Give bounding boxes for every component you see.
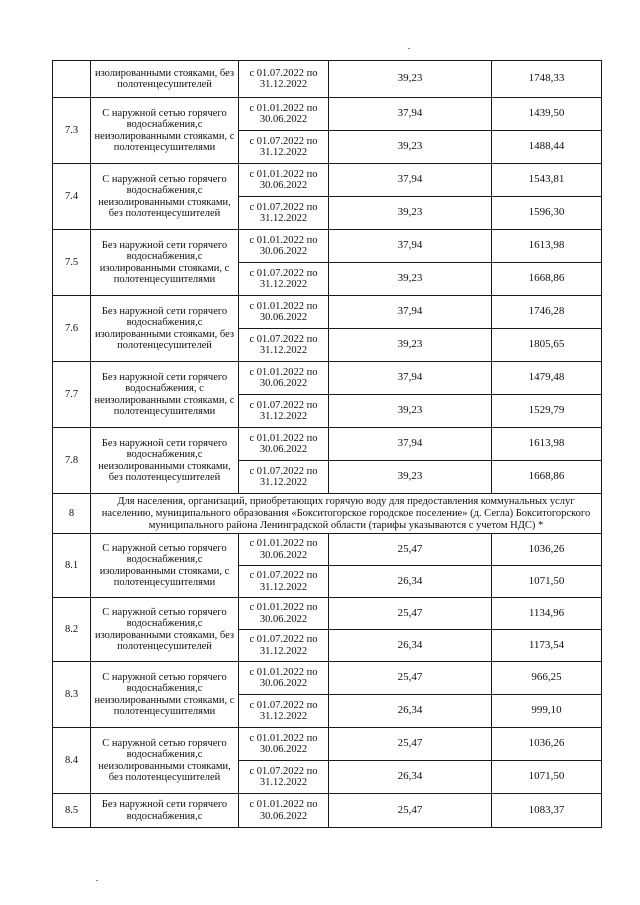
row-number-cell: 8.3 [53,662,91,728]
scan-speck [96,880,98,881]
section-header-row [53,494,602,534]
period-cell: с 01.07.2022 по 31.12.2022 [239,197,329,230]
value2-cell: 1805,65 [492,329,602,362]
period-cell: с 01.01.2022 по 30.06.2022 [239,362,329,395]
row-number-cell: 8.1 [53,534,91,598]
value1-cell: 37,94 [329,362,492,395]
value2-cell: 1596,30 [492,197,602,230]
description-cell: С наружной сетью горячего водоснабжения,с изолированными стояками, с полотенцесушителями [91,534,239,598]
value2-cell: 966,25 [492,662,602,695]
value1-cell: 25,47 [329,794,492,828]
description-cell: Без наружной сети горячего водоснабжения, с неизолированными стояками, с полотенцесушителями [91,362,239,428]
row-number-cell: 7.4 [53,164,91,230]
period-cell: с 01.01.2022 по 30.06.2022 [239,794,329,828]
period-cell: с 01.01.2022 по 30.06.2022 [239,164,329,197]
period-cell: с 01.07.2022 по 31.12.2022 [239,395,329,428]
section-header-cell: Для населения, организаций, приобретающих горячую воду для предоставления коммунальных услуг населению, муниципального образования «Бокситогорское городское поселение» (д. Сегла) Бокситогорского муниципального района Ленинградской области (тарифы указываются с учетом НДС) * [91,494,602,534]
value2-cell: 1134,96 [492,598,602,630]
period-cell: с 01.01.2022 по 30.06.2022 [239,296,329,329]
value1-cell: 37,94 [329,296,492,329]
value1-cell: 25,47 [329,598,492,630]
period-cell: с 01.07.2022 по 31.12.2022 [239,461,329,494]
value2-cell: 999,10 [492,695,602,728]
value1-cell: 39,23 [329,197,492,230]
table-row [53,230,602,263]
value1-cell: 39,23 [329,461,492,494]
value2-cell: 1543,81 [492,164,602,197]
value1-cell: 37,94 [329,98,492,131]
value2-cell: 1746,28 [492,296,602,329]
value1-cell: 39,23 [329,263,492,296]
value2-cell: 1439,50 [492,98,602,131]
period-cell: с 01.01.2022 по 30.06.2022 [239,428,329,461]
value2-cell: 1036,26 [492,534,602,566]
value2-cell: 1613,98 [492,428,602,461]
table-row [53,164,602,197]
period-cell: с 01.07.2022 по 31.12.2022 [239,566,329,598]
scan-speck [408,48,410,49]
value1-cell: 26,34 [329,761,492,794]
row-number-cell [53,61,91,98]
table-row [53,662,602,695]
row-number-cell: 7.8 [53,428,91,494]
value2-cell: 1529,79 [492,395,602,428]
description-cell: Без наружной сети горячего водоснабжения,с неизолированными стояками, без полотенцесушителей [91,428,239,494]
tariff-table-body [53,61,602,828]
period-cell: с 01.07.2022 по 31.12.2022 [239,263,329,296]
description-cell: С наружной сетью горячего водоснабжения,с неизолированными стояками, с полотенцесушителями [91,662,239,728]
value1-cell: 39,23 [329,61,492,98]
value1-cell: 37,94 [329,230,492,263]
row-number-cell: 7.5 [53,230,91,296]
value2-cell: 1668,86 [492,461,602,494]
period-cell: с 01.07.2022 по 31.12.2022 [239,61,329,98]
description-cell: С наружной сетью горячего водоснабжения,с неизолированными стояками, без полотенцесушителей [91,164,239,230]
value1-cell: 26,34 [329,630,492,662]
table-row [53,794,602,828]
period-cell: с 01.01.2022 по 30.06.2022 [239,98,329,131]
table-row [53,296,602,329]
table-row [53,428,602,461]
row-number-cell: 7.6 [53,296,91,362]
table-row [53,98,602,131]
table-row [53,728,602,761]
row-number-cell: 7.3 [53,98,91,164]
row-number-cell: 8.2 [53,598,91,662]
period-cell: с 01.01.2022 по 30.06.2022 [239,598,329,630]
value2-cell: 1748,33 [492,61,602,98]
value1-cell: 26,34 [329,566,492,598]
period-cell: с 01.01.2022 по 30.06.2022 [239,728,329,761]
value2-cell: 1488,44 [492,131,602,164]
description-cell: С наружной сетью горячего водоснабжения,с неизолированными стояками, без полотенцесушителей [91,728,239,794]
value2-cell: 1668,86 [492,263,602,296]
row-number-cell: 7.7 [53,362,91,428]
value2-cell: 1173,54 [492,630,602,662]
period-cell: с 01.01.2022 по 30.06.2022 [239,534,329,566]
value2-cell: 1036,26 [492,728,602,761]
value1-cell: 37,94 [329,164,492,197]
value1-cell: 25,47 [329,662,492,695]
value2-cell: 1071,50 [492,761,602,794]
row-number-cell: 8.4 [53,728,91,794]
value1-cell: 39,23 [329,395,492,428]
description-cell: С наружной сетью горячего водоснабжения,с изолированными стояками, без полотенцесушителей [91,598,239,662]
period-cell: с 01.01.2022 по 30.06.2022 [239,230,329,263]
description-cell: Без наружной сети горячего водоснабжения,с изолированными стояками, с полотенцесушителями [91,230,239,296]
description-cell: изолированными стояками, без полотенцесушителей [91,61,239,98]
table-row [53,362,602,395]
table-row [53,598,602,630]
table-row [53,61,602,98]
value2-cell: 1613,98 [492,230,602,263]
table-row [53,534,602,566]
description-cell: С наружной сетью горячего водоснабжения,с неизолированными стояками, с полотенцесушителями [91,98,239,164]
section-number-cell: 8 [53,494,91,534]
value1-cell: 39,23 [329,131,492,164]
period-cell: с 01.01.2022 по 30.06.2022 [239,662,329,695]
value1-cell: 26,34 [329,695,492,728]
description-cell: Без наружной сети горячего водоснабжения,с [91,794,239,828]
description-cell: Без наружной сети горячего водоснабжения,с изолированными стояками, без полотенцесушителей [91,296,239,362]
value1-cell: 25,47 [329,534,492,566]
value2-cell: 1479,48 [492,362,602,395]
value1-cell: 25,47 [329,728,492,761]
value1-cell: 39,23 [329,329,492,362]
value2-cell: 1083,37 [492,794,602,828]
period-cell: с 01.07.2022 по 31.12.2022 [239,695,329,728]
value2-cell: 1071,50 [492,566,602,598]
period-cell: с 01.07.2022 по 31.12.2022 [239,761,329,794]
value1-cell: 37,94 [329,428,492,461]
row-number-cell: 8.5 [53,794,91,828]
period-cell: с 01.07.2022 по 31.12.2022 [239,329,329,362]
tariff-table [52,60,602,828]
period-cell: с 01.07.2022 по 31.12.2022 [239,630,329,662]
period-cell: с 01.07.2022 по 31.12.2022 [239,131,329,164]
